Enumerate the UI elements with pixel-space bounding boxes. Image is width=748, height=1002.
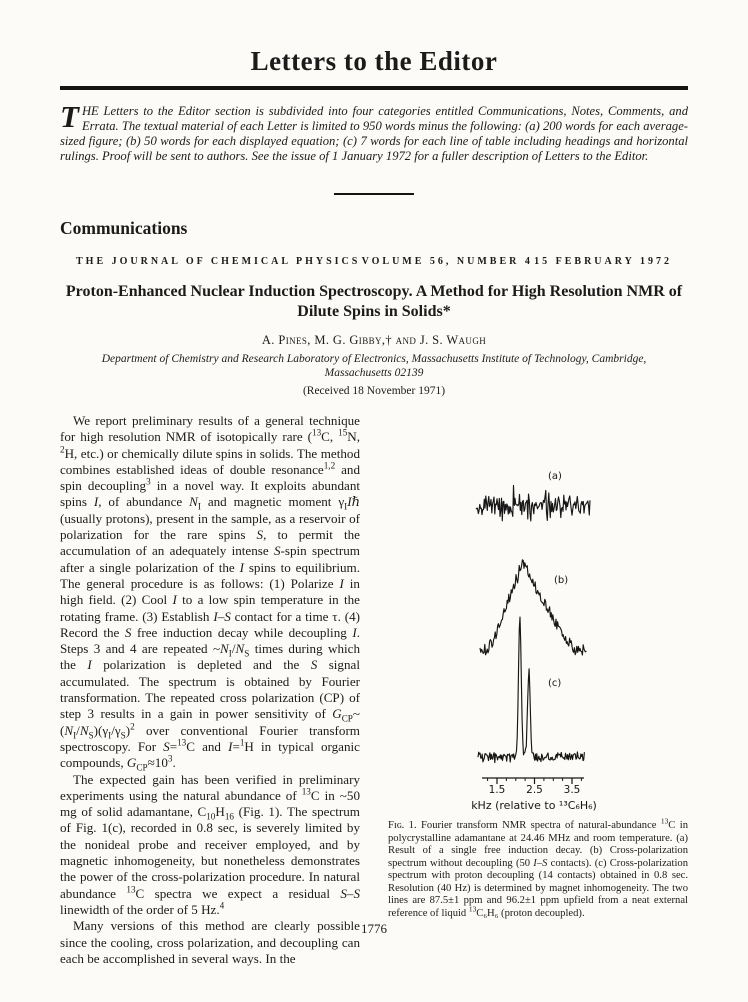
panel-label-b: (b)	[554, 575, 569, 586]
section-divider-rule	[334, 193, 414, 195]
section-heading: Communications	[60, 218, 188, 238]
drop-cap: T	[60, 99, 79, 134]
panel-label-a: (a)	[548, 471, 562, 482]
journal-date: 15 FEBRUARY 1972	[534, 256, 672, 267]
panel-label-c: (c)	[548, 678, 562, 689]
article-received-date: (Received 18 November 1971)	[302, 385, 446, 397]
nmr-spectra-figure	[388, 427, 688, 920]
page-title: Letters to the Editor	[250, 46, 498, 76]
article-title: Proton-Enhanced Nuclear Induction Spectroscopy. A Method for High Resolution NMR of Dilute Spins in Solids*	[65, 283, 683, 320]
x-axis-label: kHz (relative to ¹³C₆H₆)	[471, 799, 597, 812]
body-paragraph-2: The expected gain has been verified in preliminary experiments using the natural abundance of $^{13}$C in ~50 mg of solid adamantane, $C_{10}H_{16}$ (Fig. 1). The spectrum of Fig. 1(c), recorded in 0.8 sec, is severely limited by the nonideal probe and receiver employed, and by magnetic inhomogeneity, but nonetheless demonstrates the power of the cross-polarization procedure. In natural abundance $^{13}$C spectra we expect a residual S–S linewidth of the order of 5 Hz.$^4$	[60, 771, 360, 917]
editorial-notice	[60, 99, 688, 164]
journal-name: THE JOURNAL OF CHEMICAL PHYSICS	[76, 256, 361, 267]
right-column	[388, 413, 688, 967]
figure-caption: Fɪɢ. 1. Fourier transform NMR spectra of natural-abundance $^{13}$C in polycrystalline adamantane at 24.46 MHz and room temperature. (a) Result of a single free induction decay. (b) Cross-polarization spectrum without decoupling (50 I–S contacts). (c) Cross-polarization spectrum with proton decoupling (14 contacts) obtained in 0.8 sec. Resolution (40 Hz) is determined by magnet inhomogeneity. The two lines are 87.5±1 ppm and 96.2±1 ppm upfield from a neat external reference of liquid $^{13}$C₆H₆ (proton decoupled).	[388, 816, 688, 919]
x-tick-label: 2.5	[526, 784, 543, 796]
spectrum-trace-a	[476, 486, 590, 521]
body-paragraph-1: We report preliminary results of a general technique for high resolution NMR of isotopically rare ($^{13}$C, $^{15}$N, $^2$H, etc.) or chemically dilute spins in solids. The method combines established ideas of double resonance$^{1,2}$ and spin decoupling$^3$ in a novel way. It exploits abundant spins I, of abundance $N_I$ and magnetic moment $\gamma_II\hbar$ (usually protons), present in the sample, as a reservoir of polarization for the rare spins S, to permit the accumulation of an adequately intense S-spin spectrum after a single polarization of the I spins to equilibrium. The general procedure is as follows: (1) Polarize I in high field. (2) Cool I to a low spin temperature in the rotating frame. (3) Establish I–S contact for a time τ. (4) Record the S free induction decay while decoupling I. Steps 3 and 4 are repeated $\sim N_I/N_S$ times during which the I polarization is depleted and the S signal accumulated. The spectrum is obtained by Fourier transformation. The repeated cross polarization (CP) of step 3 results in a gain in power sensitivity of $G_{CP}\sim(N_I/N_S)(\gamma_I/\gamma_S)^2$ over conventional Fourier transform spectroscopy. For S=$^{13}$C and I=$^1$H in typical organic compounds, $G_{CP}\approx 10^3$.	[60, 413, 361, 773]
x-tick-label: 3.5	[563, 784, 581, 796]
article-authors: A. Pines, M. G. Gibby,† and J. S. Waugh	[261, 333, 487, 347]
journal-volume: VOLUME 56, NUMBER 4	[361, 256, 533, 267]
article-affiliation: Department of Chemistry and Research Laboratory of Electronics, Massachusetts Institute of Technology, Cambridge, Massachusetts 02139	[101, 353, 647, 379]
double-rule-divider	[60, 86, 688, 90]
body-paragraph-3: Many versions of this method are clearly possible since the cooling, cross polarization, and decoupling can each be accomplished in several ways. In the	[60, 918, 360, 966]
page-number: 1776	[361, 921, 387, 936]
x-tick-label: 1.5	[488, 784, 506, 796]
journal-masthead	[60, 256, 688, 267]
editorial-notice-text: HE Letters to the Editor section is subdivided into four categories entitled Communications, Notes, Comments, and Errata. The textual material of each Letter is limited to 950 words minus the following: (a) 200 words for each average-sized figure; (b) 50 words for each displayed equation; (c) 7 words for each line of table including headings and horizontal rulings. Proof will be sent to authors. See the issue of 1 January 1972 for a fuller description of Letters to the Editor.	[60, 104, 688, 163]
two-column-body	[60, 413, 688, 967]
nmr-spectra-chart	[388, 427, 688, 815]
left-column	[60, 413, 360, 967]
spectrum-trace-b	[480, 560, 586, 655]
